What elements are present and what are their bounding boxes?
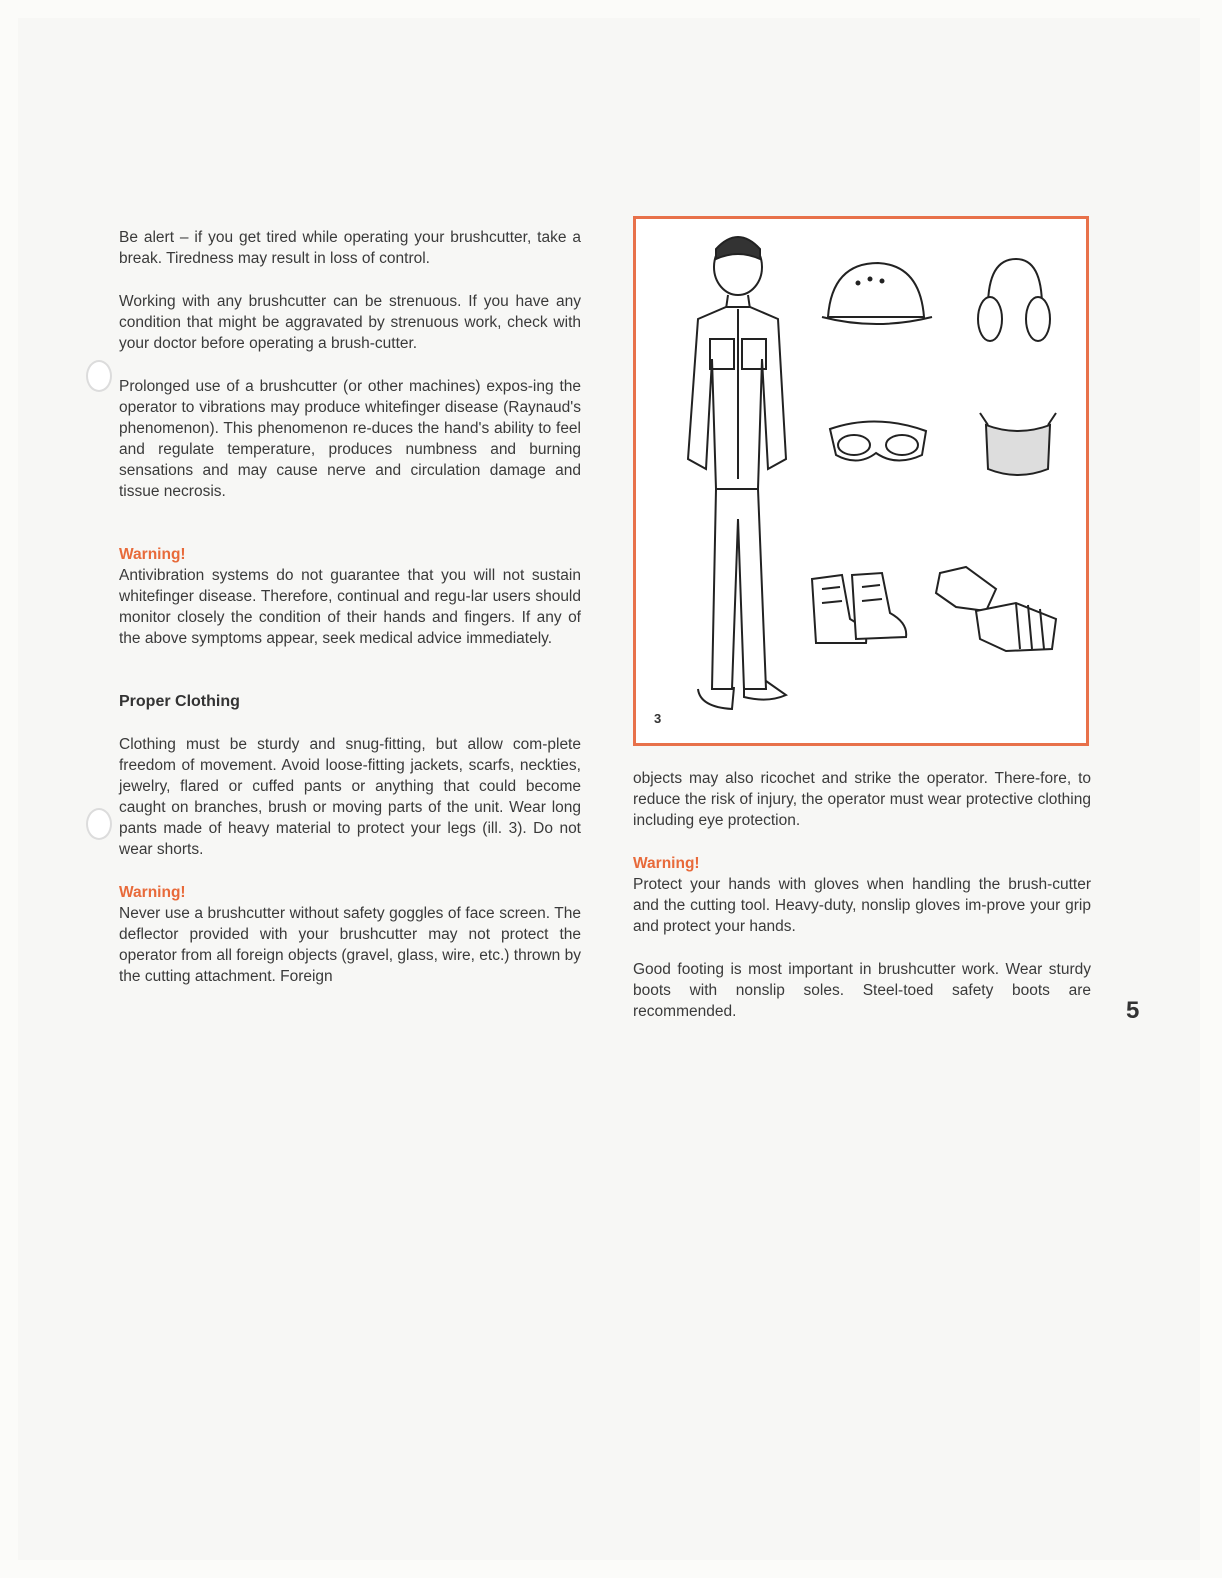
warning-gloves-text: Protect your hands with gloves when handling the brush-cutter and the cutting tool. Heavy-duty, nonslip gloves im-prove your grip and protect your hands. — [633, 876, 1091, 935]
left-column — [119, 227, 581, 1009]
right-column — [633, 768, 1091, 1044]
person-figure — [688, 237, 786, 709]
page-number: 5 — [1126, 997, 1140, 1024]
paragraph-strenuous: Working with any brushcutter can be strenuous. If you have any condition that might be aggravated by strenuous work, check with your doctor before operating a brush-cutter. — [119, 293, 581, 352]
warning-antivibration-text: Antivibration systems do not guarantee that you will not sustain whitefinger disease. Therefore, continual and regu-lar users should monitor closely the condition of their hands and fingers. If any of the above symptoms appear, seek medical advice immediately. — [119, 567, 581, 647]
warning-label: Warning! — [119, 884, 186, 901]
work-gloves-icon — [936, 567, 1056, 651]
illustration-protective-clothing — [633, 216, 1089, 746]
warning-goggles-text: Never use a brushcutter without safety goggles of face screen. The deflector provided with your brushcutter may not protect the operator from all foreign objects (gravel, glass, wire, etc.) thrown by the cutting attachment. Foreign — [119, 905, 581, 985]
safety-goggles-icon — [830, 421, 926, 460]
paragraph-whitefinger: Prolonged use of a brushcutter (or other machines) expos-ing the operator to vibrations may produce whitefinger disease (Raynaud's phenomenon). This phenomenon re-duces the hand's ability to feel and regulate temperature, produces numbness and burning sensations and may cause nerve and circulation damage and tissue necrosis. — [119, 378, 581, 500]
ear-muffs-icon — [978, 259, 1050, 341]
warning-label: Warning! — [633, 855, 700, 872]
paragraph-be-alert: Be alert – if you get tired while operating your brushcutter, take a break. Tiredness may result in loss of control. — [119, 229, 581, 267]
paragraph-ricochet: objects may also ricochet and strike the operator. There-fore, to reduce the risk of injury, the operator must wear protective clothing including eye protection. — [633, 770, 1091, 829]
hard-hat-icon — [822, 263, 932, 324]
safety-boots-icon — [812, 573, 906, 643]
binder-hole-top — [86, 360, 112, 392]
paragraph-footing: Good footing is most important in brushcutter work. Wear sturdy boots with nonslip soles. Steel-toed safety boots are recommended. — [633, 961, 1091, 1020]
binder-hole-bottom — [86, 808, 112, 840]
figure-number: 3 — [654, 711, 662, 726]
warning-label: Warning! — [119, 546, 186, 563]
section-heading-proper-clothing: Proper Clothing — [119, 693, 240, 710]
paragraph-clothing: Clothing must be sturdy and snug-fitting, but allow com-plete freedom of movement. Avoid loose-fitting jackets, scarfs, neckties, jewelry, flared or cuffed pants or anything that could become caught on branches, brush or moving parts of the unit. Wear long pants made of heavy material to protect your legs (ill. 3). Do not wear shorts. — [119, 736, 581, 858]
protective-gear-illustration — [636, 219, 1086, 743]
face-screen-icon — [980, 413, 1056, 475]
